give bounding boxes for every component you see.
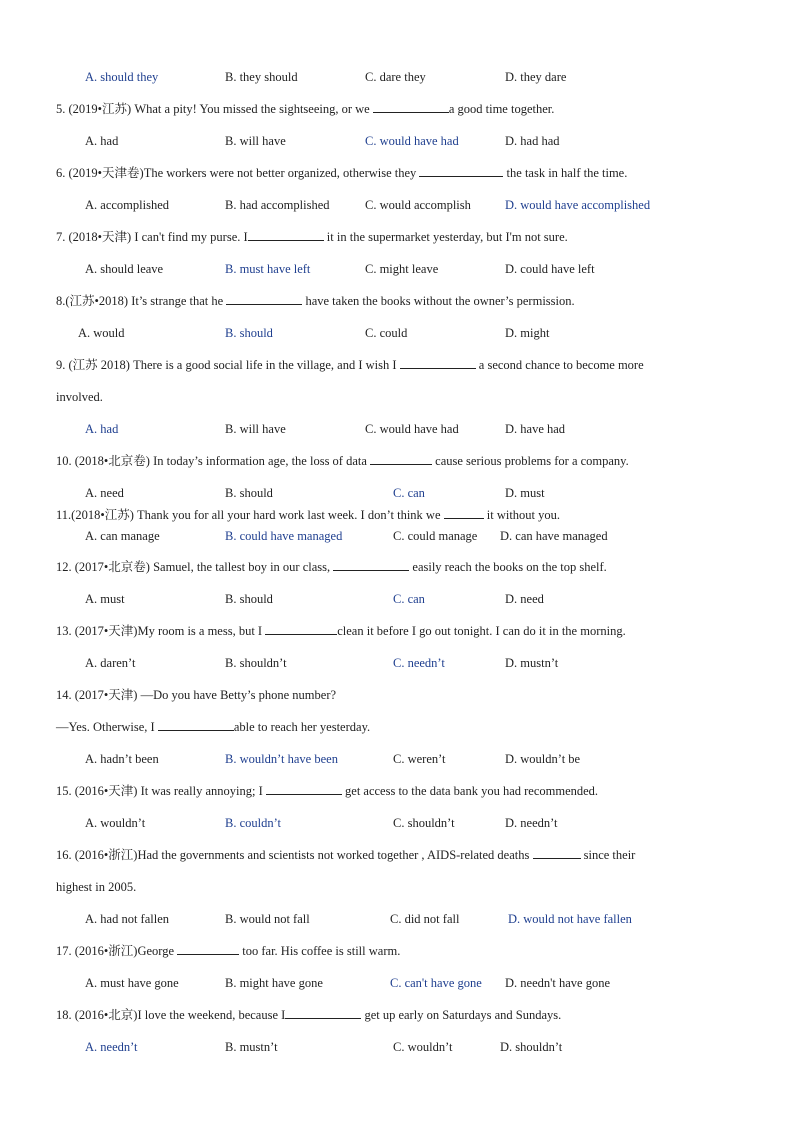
q6-text-after: the task in half the time.	[503, 166, 628, 180]
q17-question	[56, 942, 400, 960]
q12-option-a: A. must	[85, 592, 125, 606]
q12-blank	[333, 558, 409, 571]
q8-option-a: A. would	[78, 326, 125, 340]
q5-option-d: D. had had	[505, 134, 560, 148]
q9-option-d: D. have had	[505, 422, 566, 436]
q6-option-c: C. would accomplish	[365, 198, 471, 212]
q10-option-b: B. should	[225, 486, 273, 500]
q9-text-before: 9. (江苏 2018) There is a good social life in the village, and I wish I	[56, 358, 400, 372]
q12-option-b: B. should	[225, 592, 273, 606]
q14-blank	[158, 718, 234, 731]
q4-option-c: C. dare they	[365, 70, 426, 84]
q9-blank	[400, 356, 476, 369]
q11-text-after: it without you.	[483, 508, 561, 522]
q17-option-b: B. might have gone	[225, 976, 323, 990]
q16-question	[56, 846, 635, 864]
q18-blank	[285, 1006, 361, 1019]
q16-option-b: B. would not fall	[225, 912, 310, 926]
q10-option-d: D. must	[505, 486, 545, 500]
q12-text-before: 12. (2017•北京卷) Samuel, the tallest boy in our class,	[56, 560, 334, 574]
q7-option-d: D. could have left	[505, 262, 595, 276]
q14-option-c: C. weren’t	[393, 752, 446, 766]
q8-option-c: C. could	[365, 326, 408, 340]
q17-option-d: D. needn't have gone	[505, 976, 610, 990]
q5-option-c: C. would have had	[365, 134, 459, 148]
q9-question	[56, 356, 644, 374]
q7-option-c: C. might leave	[365, 262, 439, 276]
q18-text-before: 18. (2016•北京)I love the weekend, because I	[56, 1008, 286, 1022]
q10-text-after: cause serious problems for a company.	[432, 454, 629, 468]
q6-blank	[419, 164, 503, 177]
q7-text-before: 7. (2018•天津) I can't find my purse. I	[56, 230, 248, 244]
q7-option-b: B. must have left	[225, 262, 311, 276]
q5-question	[56, 100, 554, 118]
q14-option-d: D. wouldn’t be	[505, 752, 581, 766]
q15-question	[56, 782, 598, 800]
q15-option-d: D. needn’t	[505, 816, 558, 830]
q11-option-a: A. can manage	[85, 529, 160, 543]
q9-option-a: A. had	[85, 422, 119, 436]
q12-option-c: C. can	[393, 592, 425, 606]
q16-text-after: since their	[580, 848, 636, 862]
q4-option-d: D. they dare	[505, 70, 567, 84]
q5-text-before: 5. (2019•江苏) What a pity! You missed the sightseeing, or we	[56, 102, 373, 116]
q8-blank	[226, 292, 302, 305]
q15-blank	[266, 782, 342, 795]
q11-blank	[444, 506, 484, 519]
q9-option-c: C. would have had	[365, 422, 459, 436]
q16-blank	[533, 846, 581, 859]
q8-text-after: have taken the books without the owner’s permission.	[302, 294, 575, 308]
q7-blank	[248, 228, 324, 241]
q11-option-b: B. could have managed	[225, 529, 343, 543]
q13-option-d: D. mustn’t	[505, 656, 559, 670]
q16-option-a: A. had not fallen	[85, 912, 170, 926]
q13-blank	[265, 622, 337, 635]
q18-option-a: A. needn’t	[85, 1040, 138, 1054]
q8-option-b: B. should	[225, 326, 273, 340]
q15-text-before: 15. (2016•天津) It was really annoying; I	[56, 784, 266, 798]
q16-option-c: C. did not fall	[390, 912, 460, 926]
q13-option-b: B. shouldn’t	[225, 656, 287, 670]
q12-question	[56, 558, 607, 576]
q12-option-d: D. need	[505, 592, 544, 606]
q9-option-b: B. will have	[225, 422, 286, 436]
q14-option-a: A. hadn’t been	[85, 752, 159, 766]
q10-question	[56, 452, 629, 470]
q10-option-c: C. can	[393, 486, 425, 500]
q4-option-a: A. should they	[85, 70, 159, 84]
q17-option-c: C. can't have gone	[390, 976, 482, 990]
q14-response	[56, 718, 370, 736]
q9-question-continued: involved.	[56, 390, 103, 404]
q14-option-b: B. wouldn’t have been	[225, 752, 338, 766]
q18-option-b: B. mustn’t	[225, 1040, 278, 1054]
q5-option-a: A. had	[85, 134, 119, 148]
q6-option-a: A. accomplished	[85, 198, 170, 212]
q15-text-after: get access to the data bank you had recommended.	[341, 784, 599, 798]
q8-text-before: 8.(江苏•2018) It’s strange that he	[56, 294, 227, 308]
q15-option-a: A. wouldn’t	[85, 816, 146, 830]
q16-text-before: 16. (2016•浙江)Had the governments and scientists not worked together , AIDS-related deaths	[56, 848, 533, 862]
q13-text-after: clean it before I go out tonight. I can do it in the morning.	[337, 624, 626, 638]
q14-question: 14. (2017•天津) —Do you have Betty’s phone number?	[56, 688, 337, 702]
q9-text-after: a second chance to become more	[475, 358, 644, 372]
q15-option-c: C. shouldn’t	[393, 816, 455, 830]
q15-option-b: B. couldn’t	[225, 816, 282, 830]
q11-option-c: C. could manage	[393, 529, 478, 543]
q17-blank	[177, 942, 239, 955]
q6-option-d: D. would have accomplished	[505, 198, 651, 212]
q12-text-after: easily reach the books on the top shelf.	[409, 560, 607, 574]
q8-question	[56, 292, 575, 310]
q16-question-continued: highest in 2005.	[56, 880, 137, 894]
q5-text-after: a good time together.	[448, 102, 555, 116]
q17-option-a: A. must have gone	[85, 976, 179, 990]
q11-question	[56, 506, 560, 524]
q14-text-after: able to reach her yesterday.	[233, 720, 371, 734]
q5-option-b: B. will have	[225, 134, 286, 148]
q14-text-before: —Yes. Otherwise, I	[56, 720, 158, 734]
q10-option-a: A. need	[85, 486, 124, 500]
q18-question	[56, 1006, 561, 1024]
q16-option-d: D. would not have fallen	[508, 912, 632, 926]
q10-text-before: 10. (2018•北京卷) In today’s information age, the loss of data	[56, 454, 371, 468]
q17-text-after: too far. His coffee is still warm.	[239, 944, 401, 958]
q11-text-before: 11.(2018•江苏) Thank you for all your hard work last week. I don’t think we	[56, 508, 444, 522]
q7-text-after: it in the supermarket yesterday, but I'm not sure.	[323, 230, 568, 244]
q17-text-before: 17. (2016•浙江)George	[56, 944, 178, 958]
q7-question	[56, 228, 568, 246]
q4-option-b: B. they should	[225, 70, 298, 84]
q18-option-d: D. shouldn’t	[500, 1040, 563, 1054]
q13-text-before: 13. (2017•天津)My room is a mess, but I	[56, 624, 266, 638]
q10-blank	[370, 452, 432, 465]
q6-option-b: B. had accomplished	[225, 198, 330, 212]
q8-option-d: D. might	[505, 326, 550, 340]
q13-option-c: C. needn’t	[393, 656, 445, 670]
q18-option-c: C. wouldn’t	[393, 1040, 453, 1054]
q6-question	[56, 164, 627, 182]
q18-text-after: get up early on Saturdays and Sundays.	[361, 1008, 562, 1022]
q11-option-d: D. can have managed	[500, 529, 608, 543]
q6-text-before: 6. (2019•天津卷)The workers were not better organized, otherwise they	[56, 166, 420, 180]
q5-blank	[373, 100, 449, 113]
q7-option-a: A. should leave	[85, 262, 164, 276]
q13-option-a: A. daren’t	[85, 656, 136, 670]
q13-question	[56, 622, 626, 640]
